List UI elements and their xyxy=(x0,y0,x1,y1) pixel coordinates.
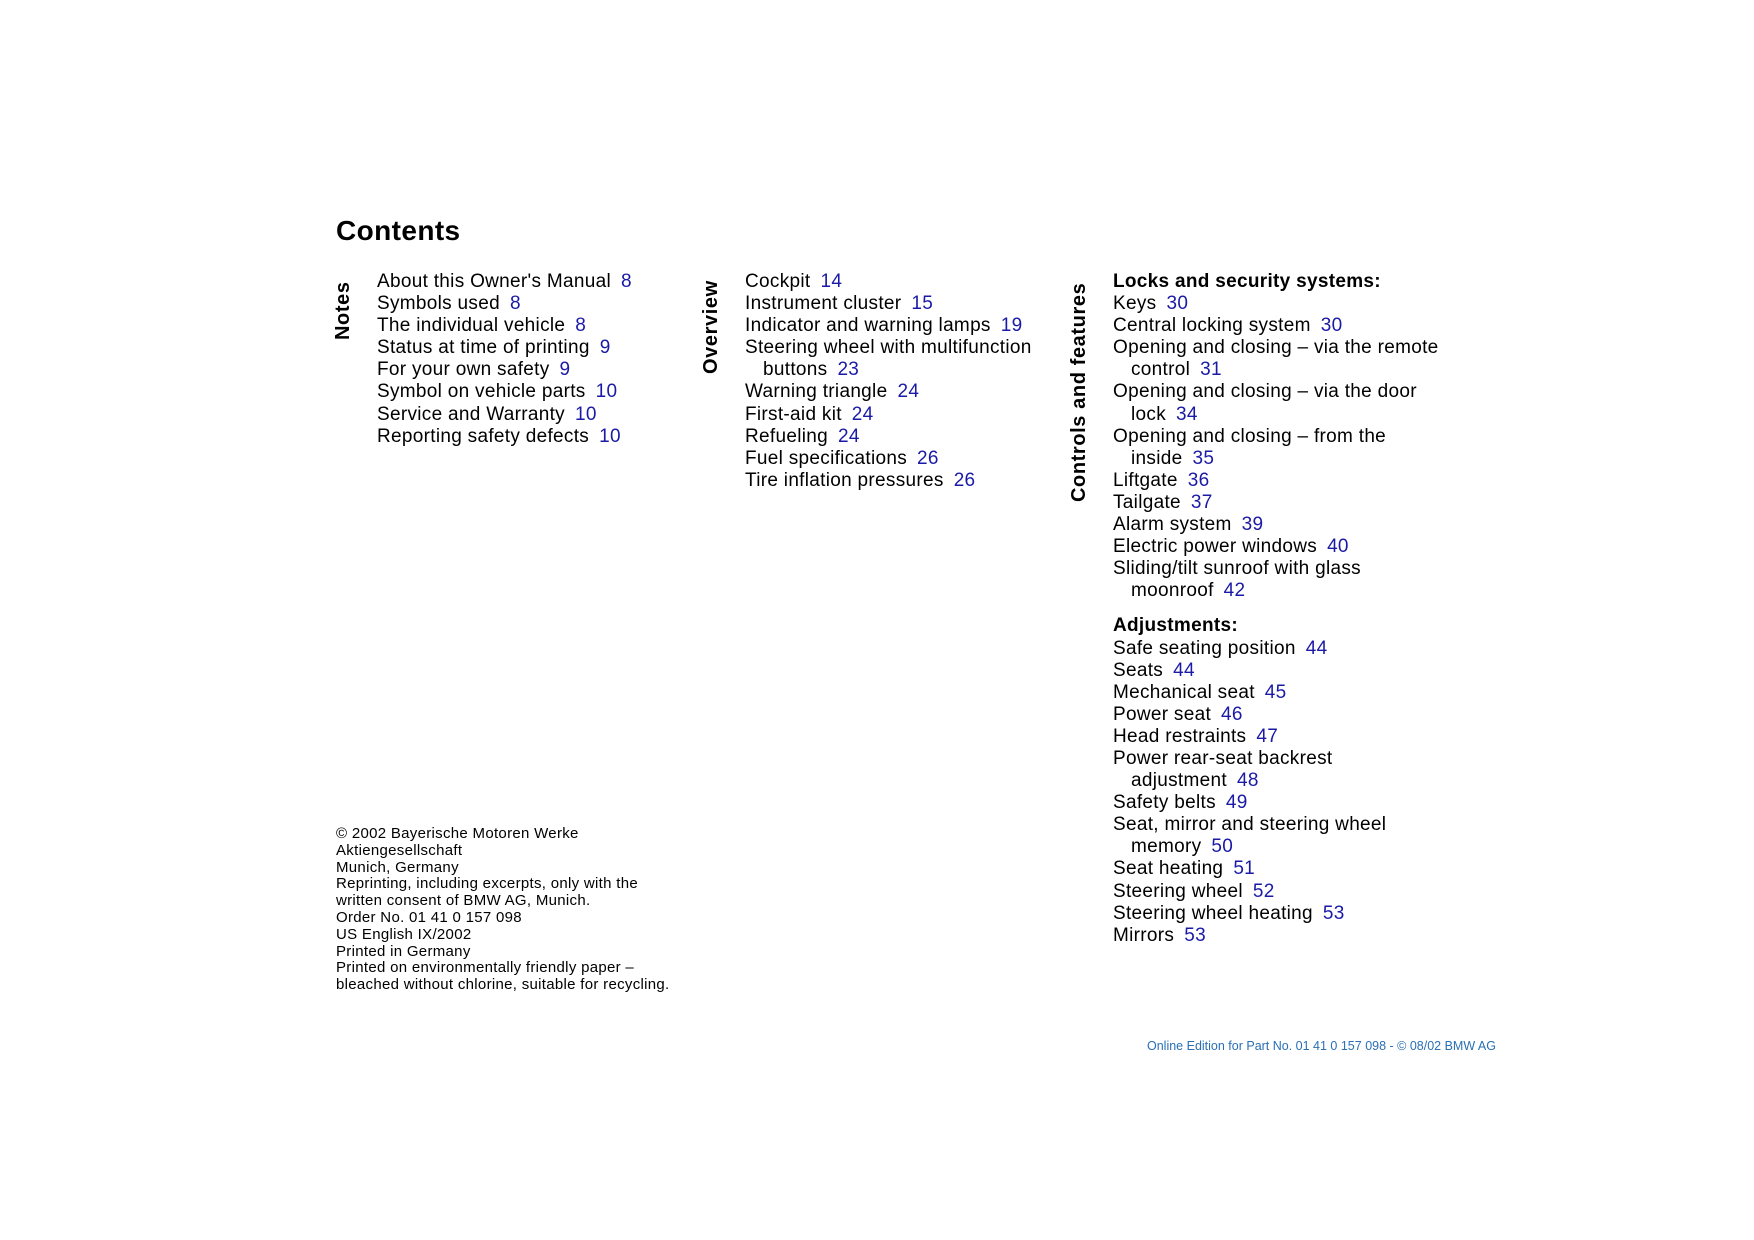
toc-entry-label: Central locking system xyxy=(1113,315,1311,337)
toc-entry-label: Steering wheel heating xyxy=(1113,902,1313,924)
toc-entry-label: Seat, mirror and steering wheel memory xyxy=(1113,814,1387,858)
toc-entry[interactable] xyxy=(1113,337,1443,381)
toc-entry-label: Cockpit xyxy=(745,271,811,292)
toc-entry-label: Warning triangle xyxy=(745,381,888,403)
toc-page-number[interactable]: 31 xyxy=(1200,359,1222,381)
toc-page-number[interactable]: 26 xyxy=(953,469,976,491)
toc-page-number[interactable]: 42 xyxy=(1223,580,1246,602)
toc-entry[interactable] xyxy=(1113,470,1443,492)
toc-entry[interactable] xyxy=(745,448,1065,470)
section-tab-notes: Notes xyxy=(332,281,354,340)
toc-entry[interactable] xyxy=(1113,381,1443,425)
toc-page-number[interactable]: 24 xyxy=(897,381,920,403)
toc-entry[interactable] xyxy=(1113,792,1443,814)
toc-entry-label: Symbol on vehicle parts xyxy=(377,381,586,403)
toc-page-number[interactable]: 24 xyxy=(837,425,860,447)
toc-page-number[interactable]: 9 xyxy=(559,359,571,381)
toc-entry[interactable] xyxy=(1113,704,1443,726)
toc-page-number[interactable]: 53 xyxy=(1322,902,1345,924)
imprint-line: Printed on environmentally friendly paper – xyxy=(336,959,635,977)
toc-page-number[interactable]: 52 xyxy=(1252,880,1275,902)
toc-page-number[interactable]: 45 xyxy=(1264,681,1287,703)
imprint-line: Printed in Germany xyxy=(336,942,471,960)
toc-page-number[interactable]: 48 xyxy=(1236,770,1259,792)
toc-entry[interactable] xyxy=(1113,638,1443,660)
toc-page-number[interactable]: 10 xyxy=(599,425,621,447)
toc-entry-label: Alarm system xyxy=(1113,514,1232,536)
toc-page-number[interactable]: 44 xyxy=(1173,659,1195,681)
toc-page-number[interactable]: 14 xyxy=(820,271,843,292)
toc-page-number[interactable]: 19 xyxy=(1000,315,1023,337)
toc-page-number[interactable]: 44 xyxy=(1305,637,1328,659)
toc-entry[interactable] xyxy=(377,404,667,426)
toc-entry[interactable] xyxy=(745,470,1065,492)
toc-entry[interactable] xyxy=(1113,858,1443,880)
toc-entry[interactable] xyxy=(377,359,667,381)
toc-page-number[interactable]: 34 xyxy=(1176,403,1198,425)
toc-entry-label: Steering wheel with multifunction buttons xyxy=(745,337,1032,381)
toc-entry[interactable] xyxy=(1113,814,1443,858)
toc-entry-label: About this Owner's Manual xyxy=(377,271,611,292)
toc-entry-label: Reporting safety defects xyxy=(377,425,590,447)
toc-page-number[interactable]: 35 xyxy=(1192,447,1215,469)
toc-page-number[interactable]: 10 xyxy=(574,403,597,425)
toc-entry[interactable] xyxy=(1113,315,1443,337)
imprint-line: written consent of BMW AG, Munich. xyxy=(336,892,591,910)
toc-entry[interactable] xyxy=(745,404,1065,426)
toc-entry-label: Opening and closing – via the door lock xyxy=(1113,381,1417,425)
toc-entry-label: Indicator and warning lamps xyxy=(745,315,991,337)
toc-entry-label: Safety belts xyxy=(1113,792,1216,814)
toc-page-number[interactable]: 23 xyxy=(837,359,860,381)
toc-entry[interactable] xyxy=(1113,514,1443,536)
toc-entry-label: Symbols used xyxy=(377,293,500,315)
toc-page-number[interactable]: 46 xyxy=(1221,703,1243,725)
toc-entry-label: Tailgate xyxy=(1113,491,1181,513)
imprint-line: Aktiengesellschaft xyxy=(336,841,463,859)
online-edition-footer: Online Edition for Part No. 01 41 0 157 098 - © 08/02 BMW AG xyxy=(1147,1039,1496,1053)
imprint-line: Order No. 01 41 0 157 098 xyxy=(336,908,522,926)
toc-entry-label: Status at time of printing xyxy=(377,337,590,359)
toc-page-number[interactable]: 24 xyxy=(851,403,874,425)
toc-entry[interactable] xyxy=(377,381,667,403)
toc-page-number[interactable]: 49 xyxy=(1225,792,1248,814)
toc-column-controls-and-features xyxy=(1113,271,1443,947)
toc-entry-label: Seat heating xyxy=(1113,858,1224,880)
toc-entry[interactable] xyxy=(1113,293,1443,315)
imprint-block xyxy=(336,826,736,994)
toc-entry[interactable] xyxy=(1113,660,1443,682)
toc-entry-label: The individual vehicle xyxy=(377,315,566,337)
toc-page-number[interactable]: 39 xyxy=(1241,514,1264,536)
toc-page-number[interactable]: 40 xyxy=(1327,536,1349,558)
toc-entry-label: Steering wheel xyxy=(1113,880,1243,902)
toc-entry[interactable] xyxy=(377,426,667,448)
imprint-line: © 2002 Bayerische Motoren Werke xyxy=(336,825,579,842)
toc-entry-label: Tire inflation pressures xyxy=(745,469,944,491)
toc-page-number[interactable]: 53 xyxy=(1184,924,1206,946)
toc-entry[interactable] xyxy=(377,337,667,359)
toc-entry[interactable] xyxy=(1113,492,1443,514)
toc-page-number[interactable]: 47 xyxy=(1256,725,1279,747)
toc-entry-label: Power seat xyxy=(1113,703,1212,725)
toc-entry[interactable] xyxy=(745,337,1065,381)
toc-entry-label: Opening and closing – via the remote control xyxy=(1113,337,1439,381)
toc-page-number[interactable]: 37 xyxy=(1190,491,1213,513)
toc-entry[interactable] xyxy=(1113,903,1443,925)
toc-entry[interactable] xyxy=(745,426,1065,448)
toc-entry-label: Fuel specifications xyxy=(745,447,907,469)
imprint-line: US English IX/2002 xyxy=(336,925,472,943)
toc-entry[interactable] xyxy=(1113,426,1443,470)
toc-page-number[interactable]: 8 xyxy=(509,293,521,315)
toc-page-number[interactable]: 10 xyxy=(595,381,618,403)
imprint-line: Reprinting, including excerpts, only with the xyxy=(336,875,638,893)
toc-entry-label: First-aid kit xyxy=(745,403,842,425)
toc-entry-label: Instrument cluster xyxy=(745,293,902,315)
toc-page-number[interactable]: 50 xyxy=(1211,836,1234,858)
toc-entry[interactable] xyxy=(1113,536,1443,558)
toc-entry[interactable] xyxy=(1113,726,1443,748)
toc-page-number[interactable]: 30 xyxy=(1320,315,1343,337)
toc-page-number[interactable]: 51 xyxy=(1233,858,1256,880)
toc-entry[interactable] xyxy=(745,293,1065,315)
toc-group-heading-locks: Locks and security systems: xyxy=(1113,271,1381,292)
toc-entry[interactable] xyxy=(1113,682,1443,704)
toc-entry-label: Refueling xyxy=(745,425,828,447)
imprint-line: Munich, Germany xyxy=(336,858,459,876)
toc-entry-label: Sliding/tilt sunroof with glass moonroof xyxy=(1113,558,1361,602)
page-title: Contents xyxy=(336,215,461,246)
section-tab-controls-and-features: Controls and features xyxy=(1068,282,1090,502)
toc-entry-label: Opening and closing – from the inside xyxy=(1113,425,1387,469)
toc-entry[interactable] xyxy=(377,293,667,315)
toc-entry[interactable] xyxy=(1113,748,1443,792)
toc-entry-label: Mirrors xyxy=(1113,924,1175,946)
toc-page-number[interactable]: 8 xyxy=(575,315,587,337)
toc-page-number[interactable]: 15 xyxy=(911,293,934,315)
toc-entry-label: Mechanical seat xyxy=(1113,681,1255,703)
toc-entry[interactable] xyxy=(1113,925,1443,947)
toc-page-number[interactable]: 30 xyxy=(1166,293,1189,315)
toc-entry-label: Seats xyxy=(1113,659,1164,681)
toc-entry-label: For your own safety xyxy=(377,359,550,381)
toc-page-number[interactable]: 8 xyxy=(620,271,632,292)
toc-page-number[interactable]: 26 xyxy=(917,447,939,469)
toc-entry[interactable] xyxy=(377,315,667,337)
toc-entry[interactable] xyxy=(1113,881,1443,903)
toc-entry-label: Keys xyxy=(1113,293,1157,315)
toc-group-heading-adjustments: Adjustments: xyxy=(1113,615,1238,637)
toc-entry-label: Head restraints xyxy=(1113,725,1247,747)
toc-page-number[interactable]: 36 xyxy=(1187,469,1210,491)
toc-entry-label: Electric power windows xyxy=(1113,536,1318,558)
section-tab-overview: Overview xyxy=(700,280,722,374)
toc-entry-label: Safe seating position xyxy=(1113,637,1296,659)
toc-entry[interactable] xyxy=(745,315,1065,337)
toc-entry-label: Service and Warranty xyxy=(377,403,565,425)
toc-page-number[interactable]: 9 xyxy=(599,337,611,359)
toc-entry[interactable] xyxy=(1113,558,1443,602)
toc-entry[interactable] xyxy=(745,271,1065,293)
imprint-line: bleached without chlorine, suitable for recycling. xyxy=(336,976,670,994)
toc-entry[interactable] xyxy=(377,271,667,293)
toc-column-notes xyxy=(377,271,667,448)
toc-column-overview xyxy=(745,271,1065,492)
toc-entry[interactable] xyxy=(745,381,1065,403)
toc-entry-label: Power rear-seat backrest adjustment xyxy=(1113,747,1333,792)
toc-entry-label: Liftgate xyxy=(1113,469,1178,491)
